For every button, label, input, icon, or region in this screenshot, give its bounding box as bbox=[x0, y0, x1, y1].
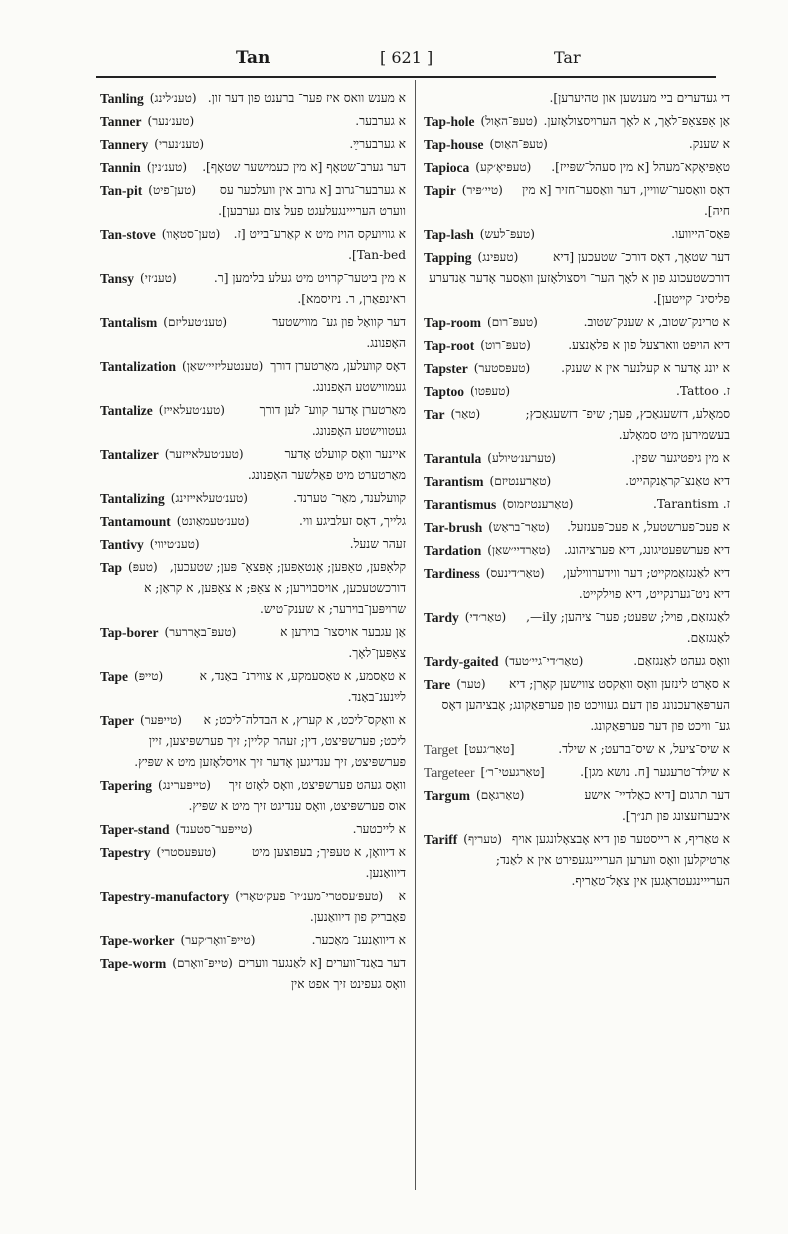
entry-pronunciation: (טאַרענטיזם) bbox=[489, 474, 552, 488]
entry-definition: א מין ביטער־קרויט מיט געלע בלימען [ר. ראינפאַרן, ר. ניזיסמא]. bbox=[213, 271, 406, 306]
entry-definition: א וואַקס־ליכט, א קערץ, א הבדלה־ליכט; א ליכט; פערשפּיצט, דין; זעהר קליין; זיך פערשפּיצען, זיין פערשפּיצט, זיך ענדיגען אָדער זיך אויסלאָזען מיט א שפּיץ. bbox=[134, 713, 406, 769]
entry-pronunciation: (טענ׳טעלאײז) bbox=[158, 403, 225, 417]
entry-pronunciation: (טאַרענטיזמוס) bbox=[502, 497, 574, 511]
entry-definition: א גערבער. bbox=[355, 114, 406, 128]
dictionary-entry bbox=[100, 775, 406, 817]
dictionary-entry bbox=[424, 224, 730, 245]
entry-headword: Taper bbox=[100, 713, 135, 728]
entry-pronunciation: (טעפּ־לעש) bbox=[479, 227, 535, 241]
entry-headword: Tardiness bbox=[424, 566, 480, 581]
entry-headword: Tap-hole bbox=[424, 114, 475, 129]
entry-definition: דיא פערשפּעטיגונג, דיא פערציהונג. bbox=[564, 543, 730, 557]
entry-pronunciation: (טענ׳טעמאַונט) bbox=[176, 514, 250, 528]
entry-definition: קלאַפּען, טאַפּען; אָנטאַפּען; אָפּצאַ־ פּען; שטעכען, דורכשטעכען, אויסבוירען; א צאַפּ; א צאַפּען, א קראַן; א שרויפּען־בוירער; א שענק־טיש. bbox=[144, 560, 406, 616]
entry-headword: Tar bbox=[424, 407, 445, 422]
entry-headword: Tare bbox=[424, 677, 451, 692]
entry-definition: ז. Tattoo. bbox=[676, 384, 730, 398]
entry-headword: Tar-brush bbox=[424, 520, 483, 535]
entry-headword: Tape-worm bbox=[100, 956, 167, 971]
entry-headword: Tap-lash bbox=[424, 227, 474, 242]
dictionary-entry bbox=[100, 710, 406, 773]
dictionary-entry bbox=[424, 651, 730, 672]
entry-pronunciation: (טעריף) bbox=[463, 832, 502, 846]
entry-pronunciation: (טענ׳נער) bbox=[147, 114, 195, 128]
entry-definition: א פאַבריק פון דיוואַנען. bbox=[309, 889, 406, 924]
entry-definition: א דיוואַנענ־ מאַכער. bbox=[311, 933, 406, 947]
entry-pronunciation: (טאַרדיי׳שאַן) bbox=[487, 543, 551, 557]
entry-definition: דאָס קוועלען, מאַרטערן דורך געמווישטע האָפנונג. bbox=[270, 359, 406, 394]
dictionary-entry bbox=[424, 739, 730, 760]
entry-pronunciation: (טייפּ־וואָרם) bbox=[172, 956, 233, 970]
entry-definition: א טאַריף, א רייסטער פון דיא אָבצאָלונגען אויף אַרטיקלען וואָס ווערען הערייינגעפירט אין א לאַנד; הערייינגעטראָגען אין צאָל־טאַריף. bbox=[495, 832, 730, 888]
entry-definition: דער גערב־שטאָף [א מין כעמישער שטאָף]. bbox=[202, 160, 406, 174]
entry-pronunciation: (טייפּ) bbox=[134, 669, 164, 683]
entry-pronunciation: (טייפּערינג) bbox=[158, 778, 211, 792]
entry-definition: וואָס געהט לאַנגזאַם. bbox=[633, 654, 730, 668]
entry-continuation: די געדערים ביי מענשען און טהיערען]. bbox=[549, 91, 730, 105]
entry-definition: קוועלענד, מאַר־ טערנד. bbox=[293, 491, 406, 505]
entry-definition: א טרינק־שטוב, א שענק־שטוב. bbox=[583, 315, 730, 329]
dictionary-entry bbox=[424, 157, 730, 178]
entry-pronunciation: (טייפּער־סטענד) bbox=[175, 822, 253, 836]
entry-definition: טאַפּיאָקא־מעהל [א מין סעהל־שפּייז]. bbox=[551, 160, 730, 174]
dictionary-entry bbox=[100, 157, 406, 178]
entry-pronunciation: (טעפּ־רום) bbox=[487, 315, 538, 329]
dictionary-entry bbox=[100, 953, 406, 995]
entry-definition: א פעכ־פערשטעל, א פעכ־פּענזעל. bbox=[567, 520, 730, 534]
dictionary-entry bbox=[100, 312, 406, 354]
entry-definition: דער באַנד־ווערים [א לאַנגער ווערים וואָס געפינט זיך אפט אין bbox=[238, 956, 406, 991]
dictionary-entry bbox=[424, 335, 730, 356]
entry-headword: Tantalism bbox=[100, 315, 158, 330]
entry-headword: Tapir bbox=[424, 183, 456, 198]
entry-definition: אַן אַפּצאַפּ־לאָך, א לאָך הערויסצולאָזען. bbox=[543, 114, 730, 128]
entry-definition: איינער וואָס קוועלט אָדער מאַרטערט מיט פאַלשער האָפנונג. bbox=[247, 447, 406, 482]
entry-definition: א שענק. bbox=[688, 137, 730, 151]
entry-headword: Targum bbox=[424, 788, 471, 803]
dictionary-entry bbox=[100, 842, 406, 884]
entry-headword: Tanner bbox=[100, 114, 142, 129]
dictionary-entry bbox=[424, 404, 730, 446]
entry-pronunciation: (טען־פיט) bbox=[148, 183, 197, 197]
entry-pronunciation: (טער) bbox=[456, 677, 486, 691]
entry-definition: לאַנגזאַם, פויל; שפּעט; פער־ ציהען; ily—, לאַנגזאַם. bbox=[526, 610, 730, 645]
entry-definition: א גערבער־גרוב [א גרוב אין וועלכער עס ווערט הערייינגעלעגט פעל צום גערבען]. bbox=[218, 183, 406, 218]
dictionary-entry bbox=[100, 534, 406, 555]
entry-pronunciation: (טעפּ־רוט) bbox=[480, 338, 531, 352]
entry-headword: Tapping bbox=[424, 250, 472, 265]
dictionary-entry bbox=[100, 88, 406, 109]
entry-pronunciation: (טענ׳נערי) bbox=[154, 137, 205, 151]
dictionary-entry bbox=[100, 111, 406, 132]
entry-headword: Tannery bbox=[100, 137, 149, 152]
entry-headword: Tan-stove bbox=[100, 227, 156, 242]
dictionary-entry bbox=[424, 471, 730, 492]
entry-headword: Tap-borer bbox=[100, 625, 159, 640]
header-guide-word-right: Tar bbox=[554, 48, 581, 67]
entry-definition: א שילד־טרעגער [ח. נושא מגן]. bbox=[580, 765, 730, 779]
entry-headword: Tansy bbox=[100, 271, 135, 286]
entry-pronunciation: (טעפּ־באָררער) bbox=[164, 625, 237, 639]
entry-pronunciation: (טייפּ־וואָר׳קער) bbox=[180, 933, 256, 947]
dictionary-entry bbox=[424, 358, 730, 379]
entry-definition: א מענש וואס איז פער־ ברענט פון דער זון. bbox=[207, 91, 406, 105]
dictionary-entry bbox=[100, 224, 406, 266]
dictionary-entry bbox=[100, 268, 406, 310]
entry-headword: Tanling bbox=[100, 91, 144, 106]
entry-headword: Tap bbox=[100, 560, 123, 575]
page-number: [ 621 ] bbox=[380, 48, 434, 67]
entry-definition: ז. Tarantism. bbox=[652, 497, 730, 511]
dictionary-entry bbox=[424, 785, 730, 827]
header-guide-word-left: Tan bbox=[236, 48, 271, 68]
entry-definition: פּאַס־הייוועו. bbox=[671, 227, 730, 241]
dictionary-entry bbox=[100, 400, 406, 442]
entry-headword: Tapioca bbox=[424, 160, 470, 175]
entry-pronunciation: (טעפּיאָ׳קע) bbox=[475, 160, 532, 174]
entry-pronunciation: (טענ׳טעליזם) bbox=[163, 315, 228, 329]
entry-pronunciation: (טעפּטו) bbox=[470, 384, 511, 398]
entry-pronunciation: (טענ׳נין) bbox=[146, 160, 187, 174]
dictionary-entry bbox=[424, 829, 730, 892]
entry-headword: Tan-pit bbox=[100, 183, 143, 198]
dictionary-entry bbox=[100, 356, 406, 398]
dictionary-entry bbox=[100, 557, 406, 620]
dictionary-entry bbox=[424, 111, 730, 132]
entry-pronunciation: (טענ׳זי) bbox=[140, 271, 177, 285]
right-column bbox=[424, 88, 730, 1188]
entry-headword: Tannin bbox=[100, 160, 141, 175]
entry-headword: Tape bbox=[100, 669, 129, 684]
entry-definition: א גוויועקס הויז מיט א קאַרע־בייט [ז. Tan-bed]. bbox=[233, 227, 406, 262]
dictionary-entry bbox=[424, 312, 730, 333]
entry-definition: סמאָלע, דזשעגאַכץ, פעך; שיפ־ דזשעגאַכץ; בעשמירען מיט סמאָלע. bbox=[525, 407, 730, 442]
entry-headword: Tarantism bbox=[424, 474, 484, 489]
entry-headword: Taptoo bbox=[424, 384, 465, 399]
entry-headword: Tapster bbox=[424, 361, 468, 376]
entry-definition: אַן עגבער אויסצו־ בוירען א צאַפּען־לאָך. bbox=[280, 625, 406, 660]
entry-definition: דיא טאַנצ־קראַנקהייט. bbox=[625, 474, 730, 488]
dictionary-entry bbox=[424, 180, 730, 222]
dictionary-entry bbox=[424, 134, 730, 155]
dictionary-entry bbox=[424, 448, 730, 469]
column-divider bbox=[415, 80, 416, 1190]
entry-headword: Taper-stand bbox=[100, 822, 170, 837]
entry-headword: Targeteer bbox=[424, 765, 475, 780]
header-rule bbox=[96, 76, 716, 78]
entry-definition: דער קוואַל פון גע־ מווישטער האָפנונג. bbox=[272, 315, 406, 350]
dictionary-entry bbox=[424, 540, 730, 561]
entry-definition: א גערבערײַ. bbox=[349, 137, 406, 151]
entry-headword: Tardation bbox=[424, 543, 482, 558]
dictionary-entry bbox=[424, 517, 730, 538]
dictionary-entry bbox=[100, 930, 406, 951]
entry-headword: Target bbox=[424, 742, 459, 757]
entry-pronunciation: (טעפּסטער) bbox=[473, 361, 531, 375]
entry-definition: א דיוואָן, א טעפּיך; בעפּוצען מיט דיוואַנען. bbox=[252, 845, 406, 880]
dictionary-entry bbox=[100, 134, 406, 155]
entry-headword: Tantalizing bbox=[100, 491, 165, 506]
page-header bbox=[96, 48, 716, 74]
entry-headword: Tap-root bbox=[424, 338, 475, 353]
dictionary-entry bbox=[424, 607, 730, 649]
entry-definition: וואָס געהט פערשפּיצט, וואָס לאָזט זיך אוס פערשפּיצט, וואָס ענדיגט זיך מיט א שפּיץ. bbox=[188, 778, 406, 813]
entry-pronunciation: (טאַר) bbox=[450, 407, 481, 421]
entry-pronunciation: [טאַר׳געט] bbox=[464, 742, 515, 756]
entry-pronunciation: (טענ׳טעלאײזינג) bbox=[170, 491, 248, 505]
entry-definition: א לייכטער. bbox=[352, 822, 406, 836]
dictionary-entry bbox=[100, 622, 406, 664]
entry-pronunciation: (טעפּ) bbox=[128, 560, 158, 574]
entry-pronunciation: (טעפּ־האָול) bbox=[480, 114, 538, 128]
dictionary-entry bbox=[424, 674, 730, 737]
entry-headword: Tarantula bbox=[424, 451, 482, 466]
entry-pronunciation: (טענ׳לינג) bbox=[149, 91, 197, 105]
dictionary-entry bbox=[100, 180, 406, 222]
dictionary-entry bbox=[424, 381, 730, 402]
entry-headword: Tardy bbox=[424, 610, 459, 625]
entry-headword: Tantalization bbox=[100, 359, 177, 374]
dictionary-entry bbox=[424, 247, 730, 310]
entry-pronunciation: (טען־סטאָוו) bbox=[161, 227, 221, 241]
entry-definition: דיא הויפּט ווארצעל פון א פלאַנצע. bbox=[568, 338, 730, 352]
dictionary-entry bbox=[100, 666, 406, 708]
entry-pronunciation: (טעפּ׳עסטרי־מענ׳יו־ פעק׳טאָרי) bbox=[235, 889, 384, 903]
entry-pronunciation: (טעפּינג) bbox=[477, 250, 519, 264]
entry-headword: Tapering bbox=[100, 778, 153, 793]
entry-headword: Tantamount bbox=[100, 514, 171, 529]
entry-pronunciation: (טענ׳טיווי) bbox=[149, 537, 200, 551]
entry-pronunciation: (טאַר׳די־גיי׳טעד) bbox=[504, 654, 584, 668]
entry-headword: Tap-room bbox=[424, 315, 482, 330]
entry-definition: א יונג אָדער א קעלנער אין א שענק. bbox=[561, 361, 730, 375]
entry-pronunciation: (טענטעליזיי׳שאַן) bbox=[182, 359, 264, 373]
entry-pronunciation: (טערענ׳טיולע) bbox=[487, 451, 556, 465]
dictionary-entry bbox=[424, 563, 730, 605]
entry-pronunciation: (טיי׳פּיר) bbox=[461, 183, 503, 197]
entry-definition: זעהר שנעל. bbox=[349, 537, 406, 551]
left-column bbox=[100, 88, 406, 1188]
entry-pronunciation: (טאַר־בראַש) bbox=[488, 520, 550, 534]
entry-definition: דיא לאַנגזאַמקייט; דער ווידערווילען, דיא ניט־גערנקייט, דיא פוילקייט. bbox=[562, 566, 730, 601]
entry-headword: Tardy-gaited bbox=[424, 654, 499, 669]
dictionary-entry bbox=[100, 444, 406, 486]
entry-headword: Tariff bbox=[424, 832, 458, 847]
entry-headword: Tapestry bbox=[100, 845, 151, 860]
entry-definition: דער שטאָך, דאָס דורכ־ שטעכען [דיא דורכשטעכונג פון א לאָך הער־ ויסצולאָזען וואַסער אָדער אַנדערע פליסיג־ קייטען]. bbox=[429, 250, 730, 306]
entry-pronunciation: [טאַרגעטי־ר׳] bbox=[480, 765, 545, 779]
entry-headword: Tantalizer bbox=[100, 447, 159, 462]
entry-pronunciation: (טעפּעסטרי) bbox=[156, 845, 217, 859]
entry-definition: א סאָרט לינזען וואָס וואַקסט צווישען קאָרן; דיא הערפּאַרעכנונג פון דעם געוויכט פון פערפּאַקונג; אָבציהען דאָס גע־ וויכט פון דער פערפּאַקונג. bbox=[441, 677, 730, 733]
entry-definition: א טאַסמע, א טאַסעמקע, א צווירנ־ באַנד, א לײַנענ־באַנד. bbox=[199, 669, 406, 704]
entry-pronunciation: (טאַר׳די) bbox=[464, 610, 507, 624]
entry-headword: Tarantismus bbox=[424, 497, 497, 512]
entry-pronunciation: (טייפּער) bbox=[140, 713, 182, 727]
entry-definition: גלייך, דאָס זעלביגע ווי. bbox=[299, 514, 406, 528]
entry-headword: Tape-worker bbox=[100, 933, 175, 948]
entry-headword: Tap-house bbox=[424, 137, 484, 152]
entry-definition: א מין גיפטיגער שפין. bbox=[631, 451, 730, 465]
dictionary-entry bbox=[424, 762, 730, 783]
dictionary-entry bbox=[100, 488, 406, 509]
entry-definition: א שיס־ציעל, א שיס־ברעט; א שילד. bbox=[558, 742, 730, 756]
entry-pronunciation: (טעפּ־האַוס) bbox=[489, 137, 548, 151]
dictionary-entry bbox=[424, 494, 730, 515]
entry-definition: דאָס וואַסער־שוויין, דער וואַסער־חזיר [א מין חיה]. bbox=[522, 183, 730, 218]
dictionary-entry bbox=[100, 886, 406, 928]
entry-headword: Tantalize bbox=[100, 403, 153, 418]
dictionary-entry bbox=[100, 511, 406, 532]
entry-definition: מאַרטערן אָדער קווע־ לען דורך געטווישטע האָפנונג. bbox=[259, 403, 406, 438]
entry-pronunciation: (טענ׳טעלאײזער) bbox=[164, 447, 244, 461]
entry-definition: דער תרגום [דיא כאַלדיי־ אישע איבערזעצונג פון תנ״ך]. bbox=[584, 788, 730, 823]
entry-headword: Tantivy bbox=[100, 537, 144, 552]
dictionary-entry bbox=[100, 819, 406, 840]
entry-pronunciation: (טאַר׳דינעס) bbox=[485, 566, 545, 580]
entry-pronunciation: (טאַרגאָם) bbox=[476, 788, 525, 802]
entry-headword: Tapestry-manufactory bbox=[100, 889, 230, 904]
